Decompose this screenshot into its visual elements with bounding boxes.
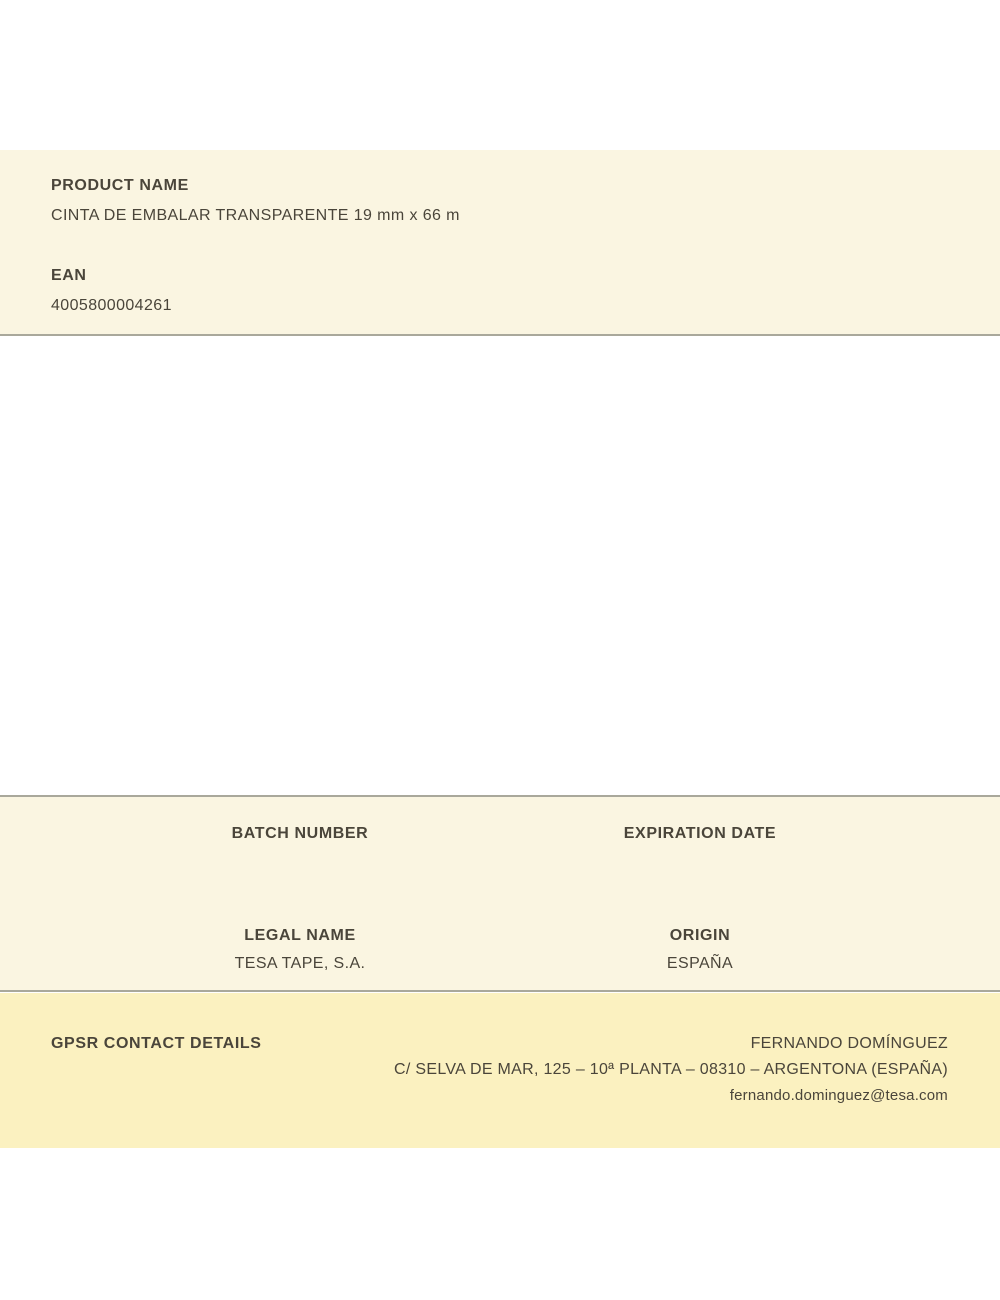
details-section — [0, 795, 1000, 992]
expiration-date-field — [500, 826, 900, 854]
contact-address: C/ SELVA DE MAR, 125 – 10ª PLANTA – 08310 – ARGENTONA (ESPAÑA) — [394, 1061, 948, 1078]
gpsr-contact-block — [394, 1036, 948, 1104]
legal-name-field — [100, 928, 500, 972]
ean-label: EAN — [51, 267, 87, 284]
expiration-date-label: EXPIRATION DATE — [623, 825, 777, 842]
details-row-bottom — [100, 928, 900, 972]
batch-number-label: BATCH NUMBER — [231, 825, 369, 842]
product-name-label: PRODUCT NAME — [51, 177, 189, 194]
gpsr-contact-heading: GPSR CONTACT DETAILS — [51, 1035, 262, 1052]
product-section — [0, 150, 1000, 336]
contact-name: FERNANDO DOMÍNGUEZ — [750, 1035, 948, 1052]
product-name-value: CINTA DE EMBALAR TRANSPARENTE 19 mm x 66 m — [51, 207, 460, 224]
gpsr-contact-section — [0, 993, 1000, 1148]
legal-name-value: TESA TAPE, S.A. — [234, 955, 366, 972]
details-row-top — [100, 826, 900, 854]
product-name-field — [51, 178, 949, 224]
origin-value: ESPAÑA — [666, 955, 734, 972]
origin-label: ORIGIN — [669, 927, 731, 944]
contact-email: fernando.dominguez@tesa.com — [729, 1087, 948, 1104]
ean-value: 4005800004261 — [51, 297, 172, 314]
legal-name-label: LEGAL NAME — [244, 927, 356, 944]
batch-number-field — [100, 826, 500, 854]
origin-field — [500, 928, 900, 972]
ean-field — [51, 268, 949, 314]
